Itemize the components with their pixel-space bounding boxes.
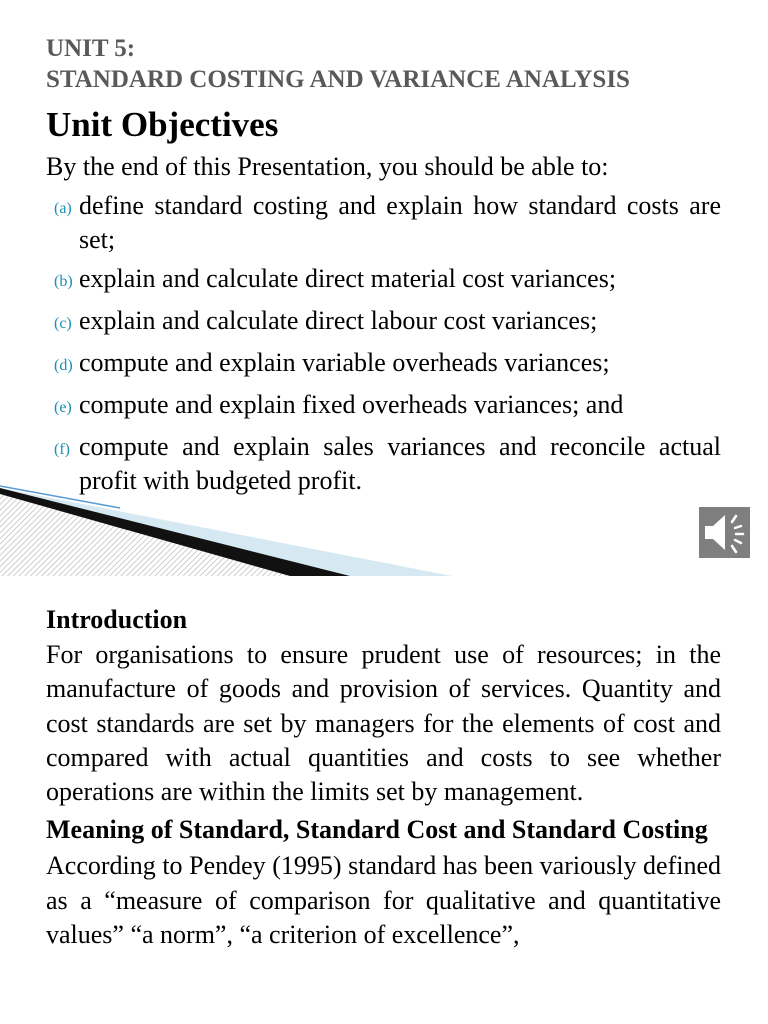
- meaning-heading: Meaning of Standard, Standard Cost and Standard Costing: [46, 815, 708, 845]
- objective-text: explain and calculate direct labour cost variances;: [79, 306, 598, 335]
- objective-marker: (b): [54, 273, 73, 290]
- objective-marker: (a): [54, 200, 72, 217]
- objective-text: compute and explain fixed overheads variances; and: [79, 390, 624, 419]
- speaker-icon: [699, 507, 750, 558]
- objective-marker: (e): [54, 399, 72, 416]
- objective-item-d: [54, 346, 721, 383]
- meaning-paragraph: According to Pendey (1995) standard has been variously defined as a “measure of comparison for qualitative and quantitative values” “a norm”, “a criterion of excellence”,: [46, 851, 721, 950]
- objective-item-b: [54, 262, 721, 299]
- unit-number: UNIT 5:: [46, 35, 136, 62]
- objective-item-a: [54, 189, 721, 257]
- decorative-swoosh: [0, 470, 460, 576]
- objectives-list: [54, 189, 721, 503]
- objective-item-e: [54, 388, 721, 425]
- objective-marker: (d): [54, 357, 73, 374]
- objective-marker: (c): [54, 315, 72, 332]
- objective-text: compute and explain sales variances and reconcile actual profit with budgeted profit.: [79, 432, 721, 495]
- objectives-heading: Unit Objectives: [46, 105, 279, 144]
- objective-text: define standard costing and explain how standard costs are set;: [79, 191, 721, 254]
- unit-title: [46, 33, 736, 95]
- unit-name: STANDARD COSTING AND VARIANCE ANALYSIS: [46, 66, 630, 93]
- audio-speaker-button[interactable]: [699, 507, 750, 558]
- introduction-heading: Introduction: [46, 605, 188, 634]
- document-body: [46, 602, 721, 952]
- objective-text: compute and explain variable overheads variances;: [79, 348, 610, 377]
- objective-item-c: [54, 304, 721, 341]
- objectives-intro: By the end of this Presentation, you should be able to:: [46, 152, 609, 181]
- objective-text: explain and calculate direct material cost variances;: [79, 264, 617, 293]
- introduction-paragraph: For organisations to ensure prudent use of resources; in the manufacture of goods and provision of services. Quantity and cost standards are set by managers for the elements of cost and compared with actual quantities and costs to see whether operations are within the limits set by management.: [46, 640, 721, 807]
- objective-marker: (f): [54, 441, 70, 458]
